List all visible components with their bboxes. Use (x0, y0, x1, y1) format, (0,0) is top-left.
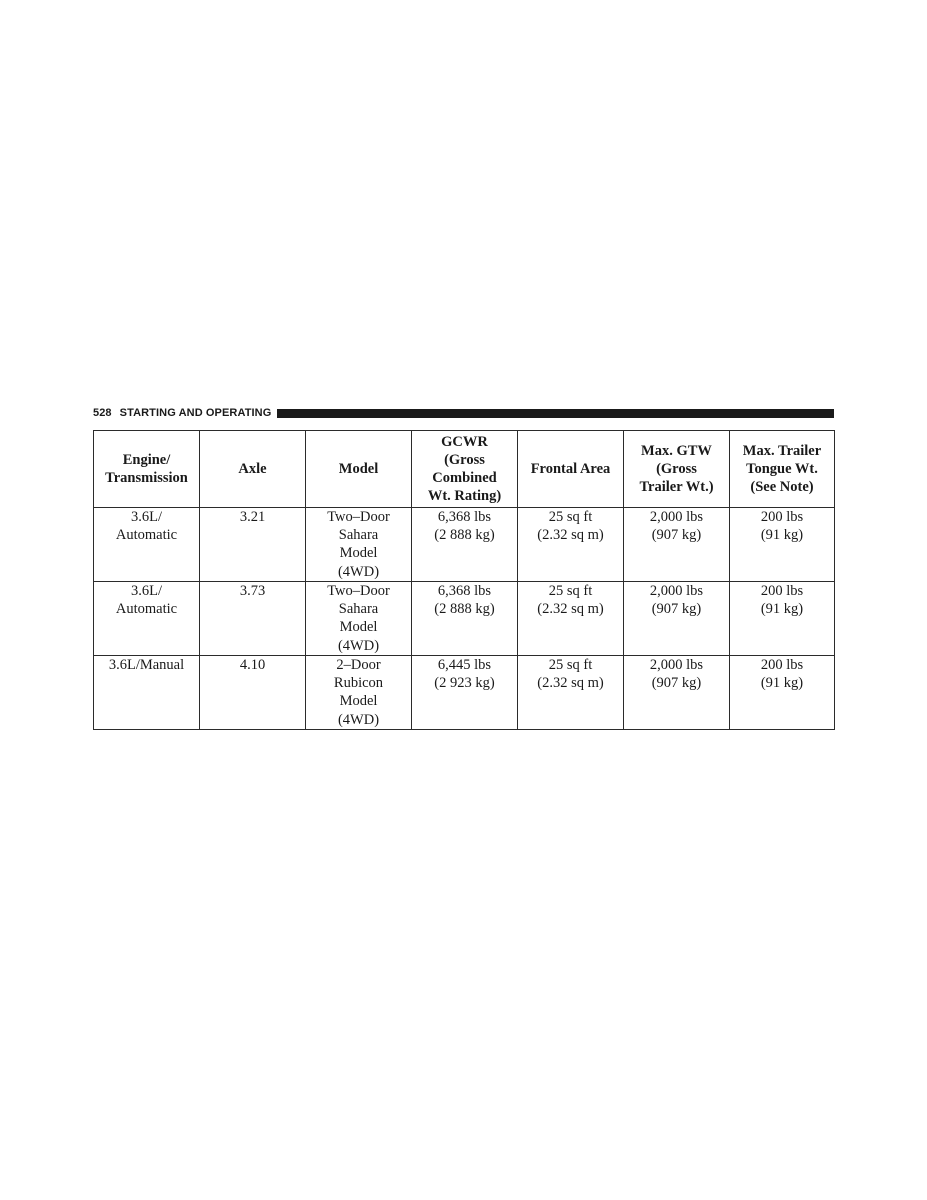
cell-max-gtw: 2,000 lbs (907 kg) (624, 582, 730, 656)
header-axle: Axle (200, 431, 306, 508)
cell-model: Two–Door Sahara Model (4WD) (306, 582, 412, 656)
cell-gcwr: 6,368 lbs (2 888 kg) (412, 508, 518, 582)
cell-axle: 3.21 (200, 508, 306, 582)
cell-engine-transmission: 3.6L/ Automatic (94, 582, 200, 656)
table-header-row (94, 431, 835, 508)
cell-engine-transmission: 3.6L/ Automatic (94, 508, 200, 582)
header-model: Model (306, 431, 412, 508)
header-max-tongue-weight: Max. Trailer Tongue Wt. (See Note) (730, 431, 835, 508)
table-row (94, 656, 835, 730)
header-engine-transmission: Engine/ Transmission (94, 431, 200, 508)
page-number: 528 (93, 407, 112, 419)
section-title: STARTING AND OPERATING (119, 407, 272, 419)
cell-axle: 4.10 (200, 656, 306, 730)
cell-frontal-area: 25 sq ft (2.32 sq m) (518, 656, 624, 730)
cell-max-tongue-weight: 200 lbs (91 kg) (730, 582, 835, 656)
header-rule (277, 409, 834, 418)
table-row (94, 582, 835, 656)
header-frontal-area: Frontal Area (518, 431, 624, 508)
cell-max-tongue-weight: 200 lbs (91 kg) (730, 656, 835, 730)
cell-engine-transmission: 3.6L/Manual (94, 656, 200, 730)
cell-max-gtw: 2,000 lbs (907 kg) (624, 656, 730, 730)
cell-frontal-area: 25 sq ft (2.32 sq m) (518, 508, 624, 582)
cell-model: 2–Door Rubicon Model (4WD) (306, 656, 412, 730)
header-max-gtw: Max. GTW (Gross Trailer Wt.) (624, 431, 730, 508)
cell-model: Two–Door Sahara Model (4WD) (306, 508, 412, 582)
towing-spec-table (93, 430, 835, 730)
cell-axle: 3.73 (200, 582, 306, 656)
cell-gcwr: 6,368 lbs (2 888 kg) (412, 582, 518, 656)
page-header (93, 406, 834, 420)
cell-frontal-area: 25 sq ft (2.32 sq m) (518, 582, 624, 656)
cell-max-tongue-weight: 200 lbs (91 kg) (730, 508, 835, 582)
header-gcwr: GCWR (Gross Combined Wt. Rating) (412, 431, 518, 508)
cell-max-gtw: 2,000 lbs (907 kg) (624, 508, 730, 582)
cell-gcwr: 6,445 lbs (2 923 kg) (412, 656, 518, 730)
table-row (94, 508, 835, 582)
